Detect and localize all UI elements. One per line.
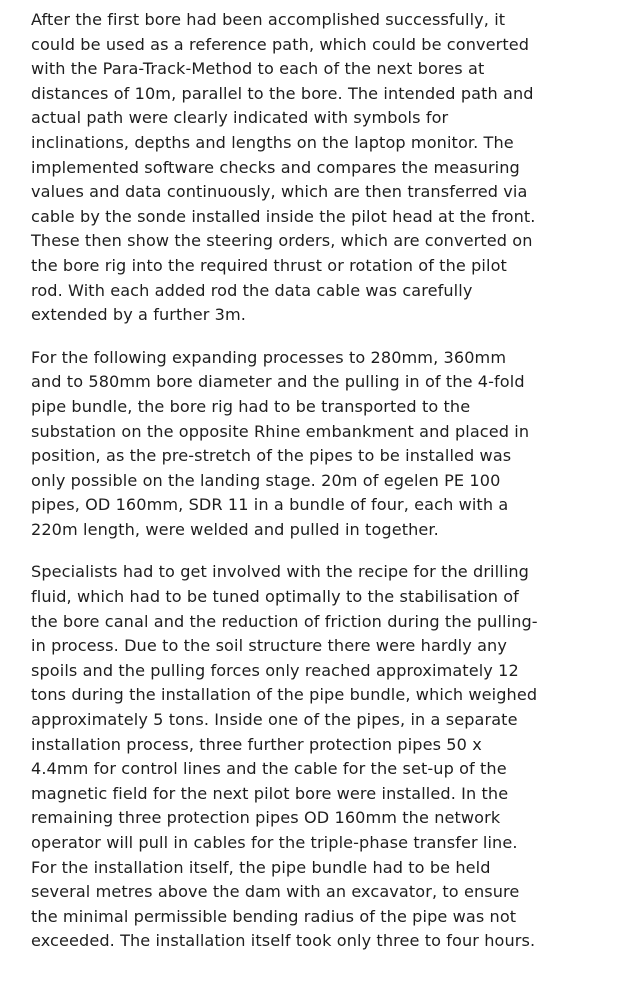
- text-line: fluid, which had to be tuned optimally to the stabilisation of: [31, 587, 519, 607]
- text-line: position, as the pre-stretch of the pipes to be installed was: [31, 446, 512, 466]
- text-line: values and data continuously, which are then transferred via: [31, 182, 528, 202]
- text-line: 220m length, were welded and pulled in together.: [31, 519, 439, 539]
- paragraph-2: [31, 346, 633, 543]
- text-line: cable by the sonde installed inside the pilot head at the front.: [31, 206, 536, 226]
- text-line: 4.4mm for control lines and the cable for the set-up of the: [31, 759, 507, 779]
- text-line: distances of 10m, parallel to the bore. The intended path and: [31, 83, 534, 103]
- text-line: exceeded. The installation itself took only three to four hours.: [31, 931, 536, 951]
- text-line: pipe bundle, the bore rig had to be transported to the: [31, 396, 471, 416]
- text-line: substation on the opposite Rhine embankment and placed in: [31, 421, 530, 441]
- paragraph-1: [31, 8, 633, 328]
- text-line: operator will pull in cables for the triple-phase transfer line.: [31, 833, 518, 852]
- text-line: actual path were clearly indicated with symbols for: [31, 108, 449, 128]
- paragraph-3: [31, 560, 633, 954]
- text-line: the bore canal and the reduction of friction during the pulling-: [31, 611, 538, 631]
- text-line: magnetic field for the next pilot bore were installed. In the: [31, 783, 509, 803]
- text-line: spoils and the pulling forces only reached approximately 12: [31, 660, 519, 680]
- text-line: inclinations, depths and lengths on the laptop monitor. The: [31, 132, 514, 152]
- text-line: Specialists had to get involved with the recipe for the drilling: [31, 562, 529, 582]
- text-line: These then show the steering orders, which are converted on: [31, 231, 533, 251]
- text-line: installation process, three further protection pipes 50 x: [31, 734, 482, 754]
- text-line: extended by a further 3m.: [31, 305, 246, 325]
- text-line: For the following expanding processes to 280mm, 360mm: [31, 347, 507, 367]
- text-line: remaining three protection pipes OD 160mm the network: [31, 808, 501, 828]
- text-line: For the installation itself, the pipe bundle had to be held: [31, 857, 491, 877]
- text-line: in process. Due to the soil structure there were hardly any: [31, 636, 507, 656]
- text-line: tons during the installation of the pipe bundle, which weighed: [31, 685, 538, 705]
- text-line: several metres above the dam with an excavator, to ensure: [31, 882, 520, 902]
- text-line: After the first bore had been accomplished successfully, it: [31, 10, 506, 29]
- text-line: implemented software checks and compares the measuring: [31, 157, 520, 177]
- text-line: pipes, OD 160mm, SDR 11 in a bundle of four, each with a: [31, 495, 509, 515]
- text-line: and to 580mm bore diameter and the pulling in of the 4-fold: [31, 372, 525, 392]
- text-line: the minimal permissible bending radius of the pipe was not: [31, 906, 517, 926]
- text-line: only possible on the landing stage. 20m of egelen PE 100: [31, 470, 501, 490]
- text-line: approximately 5 tons. Inside one of the pipes, in a separate: [31, 710, 518, 730]
- text-line: the bore rig into the required thrust or rotation of the pilot: [31, 255, 507, 275]
- text-line: rod. With each added rod the data cable was carefully: [31, 280, 473, 300]
- text-line: with the Para-Track-Method to each of the next bores at: [31, 59, 485, 79]
- text-line: could be used as a reference path, which could be converted: [31, 34, 530, 54]
